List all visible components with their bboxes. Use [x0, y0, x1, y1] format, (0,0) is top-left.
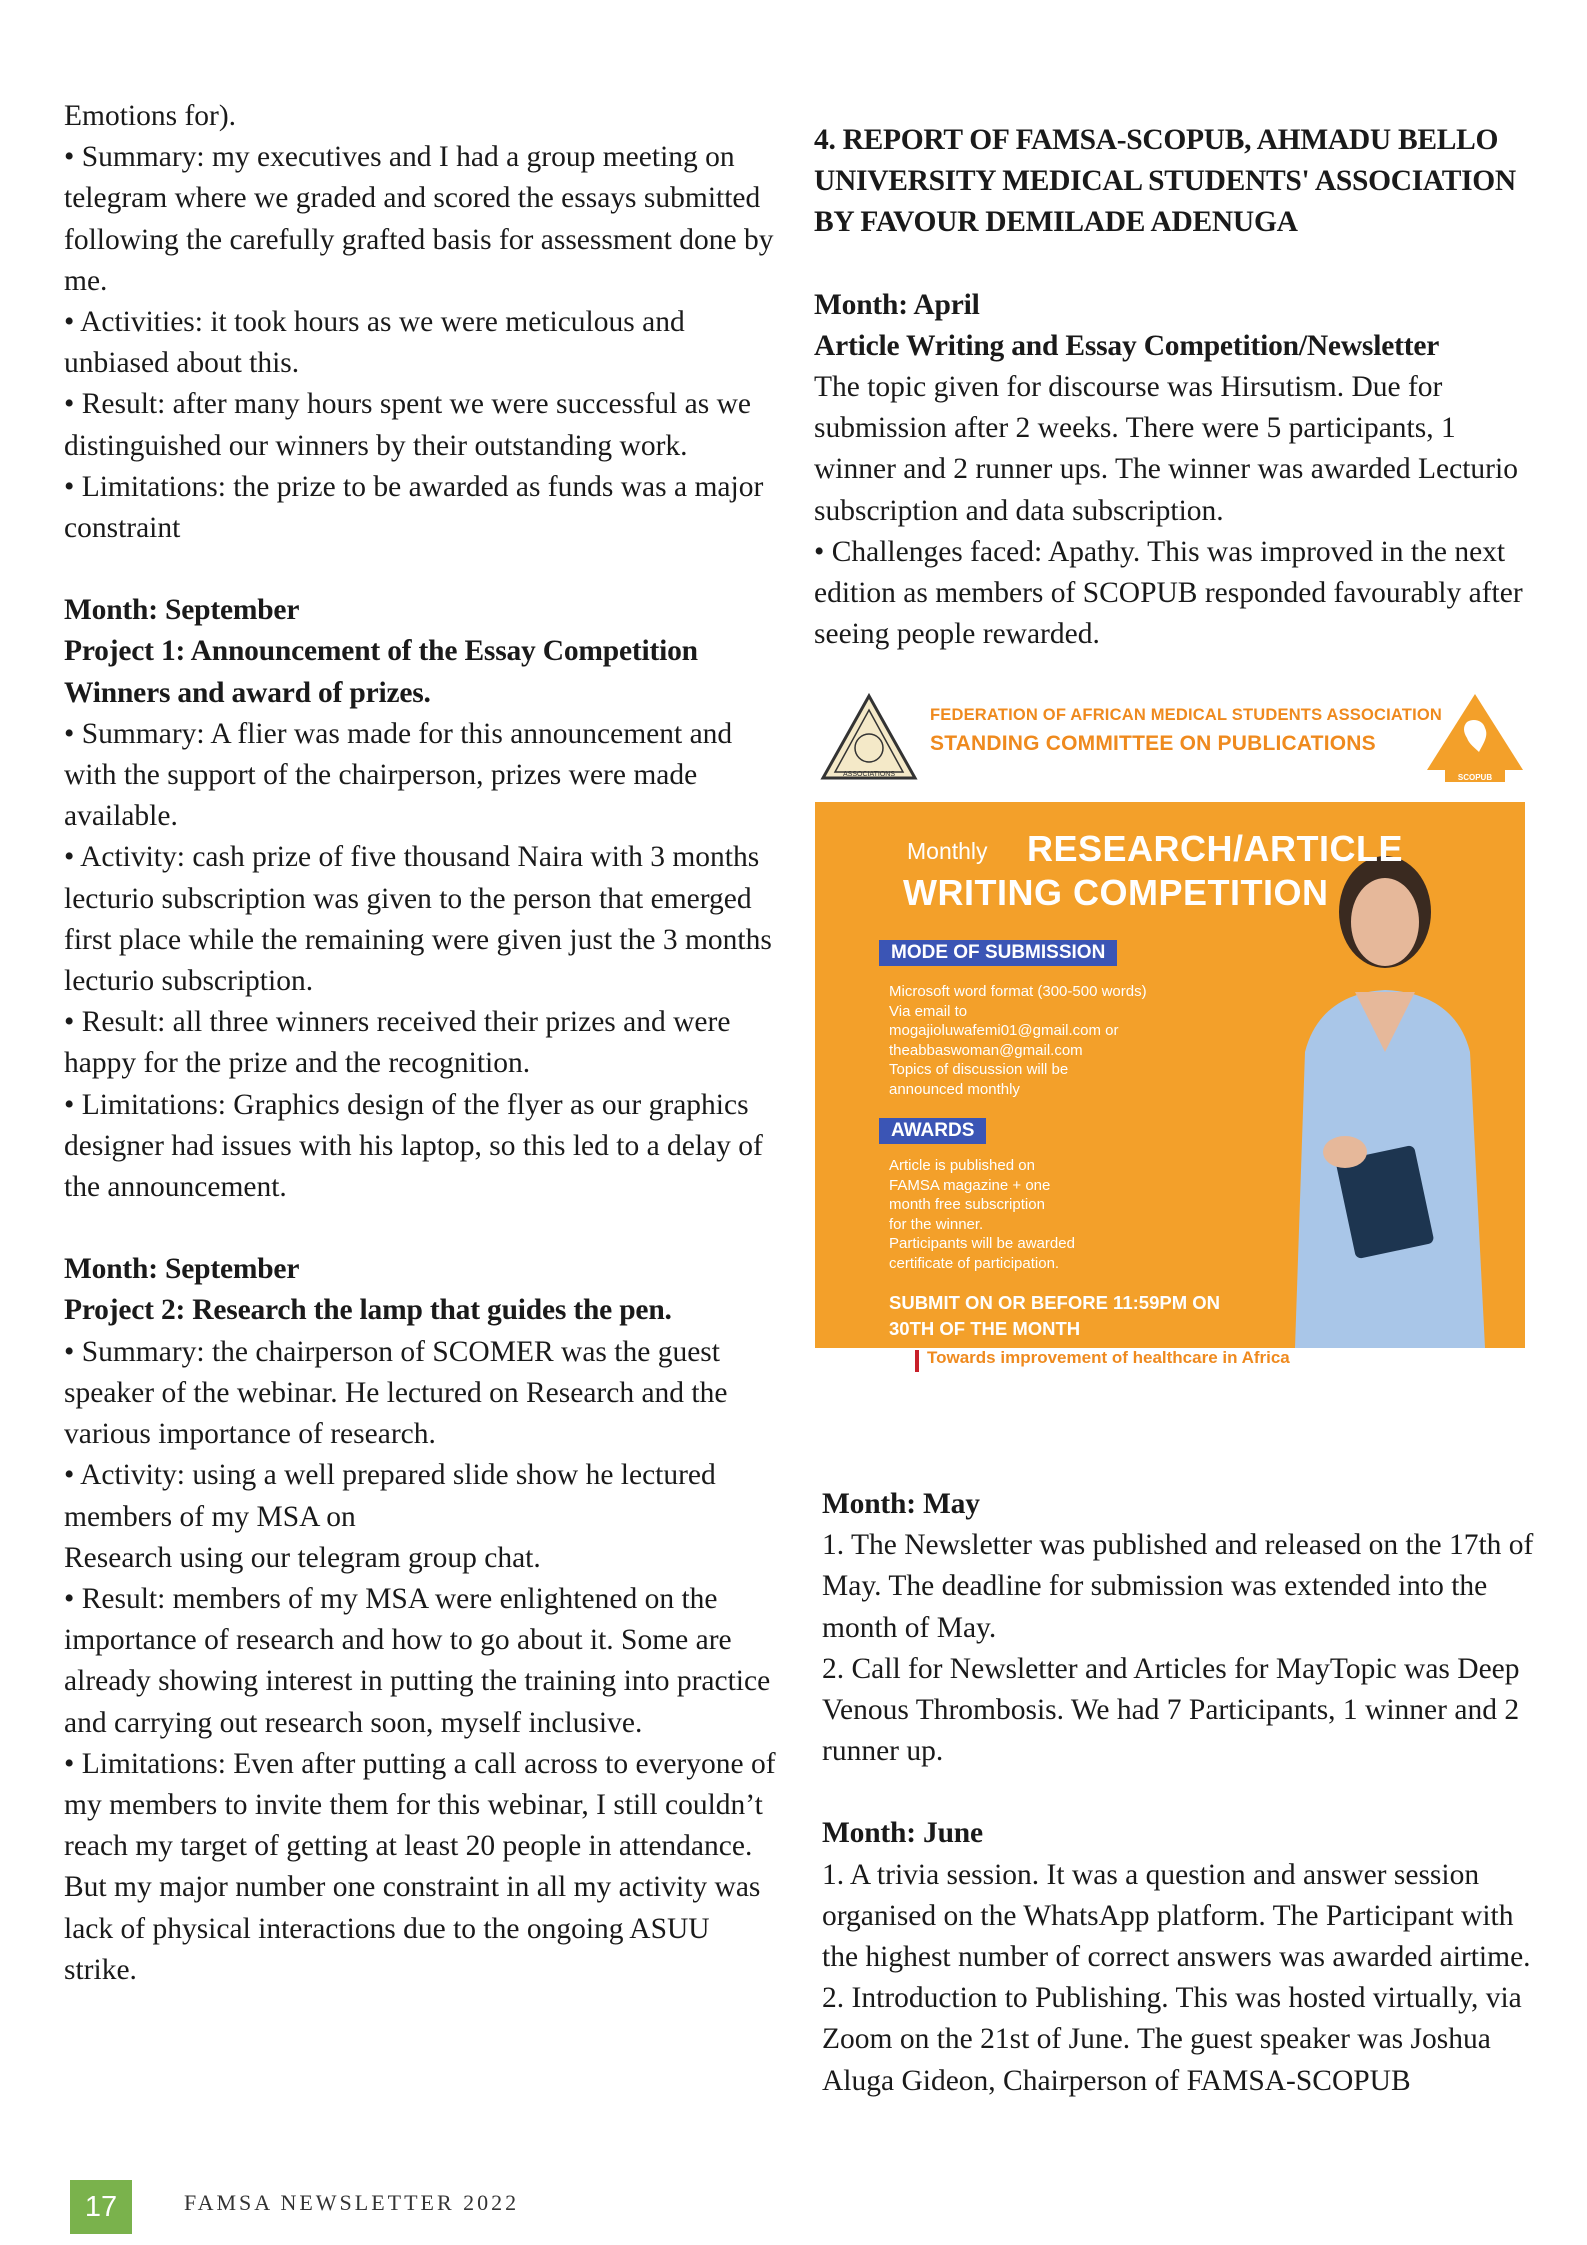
flyer-tagline: Towards improvement of healthcare in Africa [927, 1348, 1290, 1367]
may-month: Month: May [822, 1488, 980, 1520]
submit-line2: 30TH OF THE MONTH [889, 1318, 1081, 1339]
section1-month: Month: September [64, 594, 300, 627]
april-line: • Challenges faced: Apathy. This was improved in the next edition as members of SCOPUB responded favourably after seeing people rewarded. [814, 535, 1523, 651]
intro-line: • Summary: my executives and I had a group meeting on telegram where we graded and scored the essays submitted following the carefully grafted basis for assessment done by me. [64, 141, 774, 297]
flyer-monthly: Monthly [907, 838, 988, 864]
section2-line: • Result: members of my MSA were enlightened on the importance of research and how to go about it. Some are already showing interest in putting the training into practice and carrying out research soon, myself inclusive. [64, 1582, 771, 1739]
mode-text [889, 982, 1199, 1099]
right-column-top [814, 120, 1534, 655]
intro-line: • Result: after many hours spent we were successful as we distinguished our winners by their outstanding work. [64, 388, 751, 462]
footer-title: FAMSA NEWSLETTER 2022 [184, 2190, 520, 2215]
left-column [64, 96, 784, 1991]
flyer-title1: RESEARCH/ARTICLE [1027, 828, 1404, 869]
awards-text [889, 1156, 1199, 1273]
section2-line: • Summary: the chairperson of SCOMER was the guest speaker of the webinar. He lectured on Research and the various importance of research. [64, 1335, 728, 1451]
submit-deadline [889, 1290, 1269, 1342]
intro-line: • Limitations: the prize to be awarded as funds was a major constraint [64, 470, 764, 545]
org-line2: STANDING COMMITTEE ON PUBLICATIONS [930, 732, 1376, 755]
april-heading: Article Writing and Essay Competition/Newsletter [814, 329, 1440, 362]
section1-line: • Activity: cash prize of five thousand Naira with 3 months lecturio subscription was given to the person that emerged first place while the remaining were given just the 3 months lecturio subscription. [64, 841, 772, 998]
awards-badge: AWARDS [879, 1118, 986, 1144]
mode-badge: MODE OF SUBMISSION [879, 940, 1117, 966]
section1-line: • Limitations: Graphics design of the flyer as our graphics designer had issues with his laptop, so this led to a delay of the announcement. [64, 1088, 763, 1204]
scopub-logo-icon [1425, 692, 1525, 784]
may-line: 1. The Newsletter was published and released on the 17th of May. The deadline for submission was extended into the month of May. [822, 1529, 1534, 1644]
award-line: certificate of participation. [889, 1254, 1060, 1272]
org-line1: FEDERATION OF AFRICAN MEDICAL STUDENTS ASSOCIATION [930, 706, 1443, 724]
section1-line: • Summary: A flier was made for this announcement and with the support of the chairperson, prizes were made available. [64, 717, 733, 833]
award-line: Article is published on [889, 1157, 1035, 1174]
june-line: 1. A trivia session. It was a question and answer session organised on the WhatsApp platform. The Participant with the highest number of correct answers was awarded airtime. [822, 1858, 1531, 1974]
submit-line1: SUBMIT ON OR BEFORE 11:59PM ON [889, 1292, 1220, 1313]
april-month: Month: April [814, 288, 980, 321]
section2-line: • Limitations: Even after putting a call across to everyone of my members to invite them for this webinar, I still couldn’t reach my target of getting at least 20 people in attendance. But my major number one constraint in all my activity was lack of physical interactions due to the ongoing ASUU strike. [64, 1747, 776, 1986]
award-line: for the winner. [889, 1215, 984, 1233]
june-line: 2. Introduction to Publishing. This was hosted virtually, via Zoom on the 21st of June. The guest speaker was Joshua Aluga Gideon, Chairperson of FAMSA-SCOPUB [822, 1982, 1522, 2097]
mode-line: Via email to [889, 1002, 968, 1020]
section2-line: Research using our telegram group chat. [64, 1541, 541, 1574]
intro-line: • Activities: it took hours as we were meticulous and unbiased about this. [64, 306, 685, 380]
competition-flyer [815, 672, 1525, 1384]
section2-line: • Activity: using a well prepared slide show he lectured members of my MSA on [64, 1459, 716, 1533]
section1-line: • Result: all three winners received their prizes and were happy for the prize and the recognition. [64, 1006, 731, 1080]
flyer-title2: WRITING COMPETITION [903, 872, 1329, 913]
right-logo-text: SCOPUB [1457, 773, 1493, 782]
june-month: Month: June [822, 1817, 983, 1850]
tagline-bar [915, 1350, 919, 1372]
section2-month: Month: September [64, 1253, 300, 1286]
famsa-logo-icon [819, 692, 919, 784]
mode-line: announced monthly [889, 1080, 1020, 1098]
intro-line: Emotions for). [64, 100, 237, 132]
right-column-bottom [822, 1484, 1542, 2102]
report-title: 4. REPORT OF FAMSA-SCOPUB, AHMADU BELLO UNIVERSITY MEDICAL STUDENTS' ASSOCIATION BY FAVOUR DEMILADE ADENUGA [814, 124, 1516, 239]
section2-project: Project 2: Research the lamp that guides the pen. [64, 1294, 672, 1327]
april-line: The topic given for discourse was Hirsutism. Due for submission after 2 weeks. There were 5 participants, 1 winner and 2 runner ups. The winner was awarded Lecturio subscription and data subscription. [814, 371, 1518, 527]
mode-line: mogajioluwafemi01@gmail.com or [889, 1022, 1119, 1039]
may-line: 2. Call for Newsletter and Articles for MayTopic was Deep Venous Thrombosis. We had 7 Participants, 1 winner and 2 runner up. [822, 1652, 1520, 1768]
mode-line: Topics of discussion will be [889, 1061, 1069, 1078]
left-logo-text: ASSOCIATIONS [843, 771, 895, 778]
award-line: FAMSA magazine + one [889, 1176, 1051, 1194]
award-line: Participants will be awarded [889, 1235, 1075, 1252]
flyer-header [815, 672, 1525, 802]
award-line: month free subscription [889, 1196, 1045, 1213]
mode-line: Microsoft word format (300-500 words) [889, 983, 1147, 1000]
page-number: 17 [70, 2180, 132, 2234]
section1-project: Project 1: Announcement of the Essay Competition Winners and award of prizes. [64, 635, 698, 709]
mode-line: theabbaswoman@gmail.com [889, 1041, 1083, 1059]
